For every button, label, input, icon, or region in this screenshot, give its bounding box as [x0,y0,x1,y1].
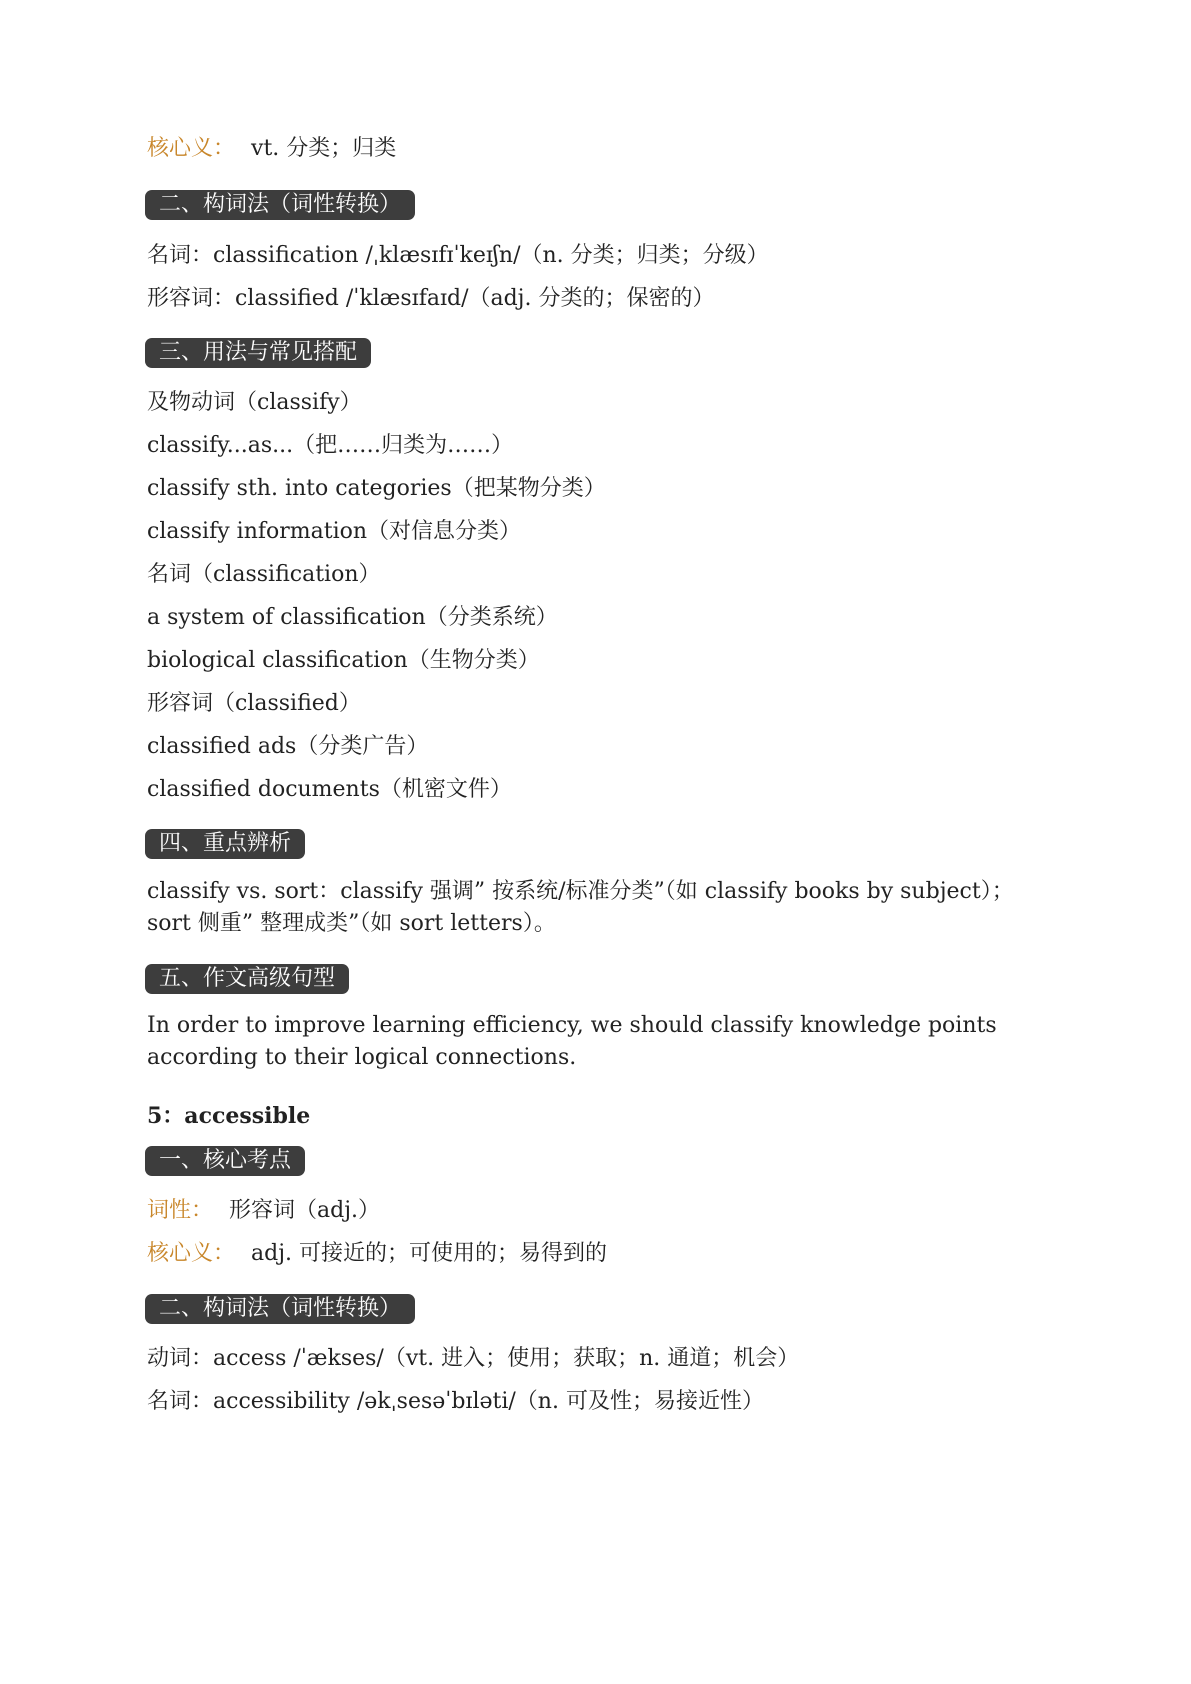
core-meaning-line [147,1240,607,1268]
usage-item: 形容词（classified） [147,691,361,716]
part-of-speech-label: 词性： [147,1198,214,1223]
usage-item: classify sth. into categories（把某物分类） [147,476,606,501]
section-core-points: 一、核心考点 [145,1146,305,1176]
usage-item: classified documents（机密文件） [147,777,512,802]
distinction-text: classify vs. sort：classify 强调” 按系统/标准分类”（如 classify books by subject）；sort 侧重” 整理成类”（如 sort letters）。 [147,879,1014,936]
word-formation-item: 名词：accessibility /əkˌsesəˈbɪləti/（n. 可及性；易接近性） [147,1389,764,1414]
usage-item: classify information（对信息分类） [147,519,522,544]
core-meaning-label: 核心义： [147,136,236,161]
usage-item: biological classification（生物分类） [147,648,540,673]
section-word-formation: 二、构词法（词性转换） [145,1294,415,1324]
word-formation-item: 名词：classification /ˌklæsɪfɪˈkeɪʃn/（n. 分类；归类；分级） [147,243,769,268]
word-formation-item: 动词：access /ˈækses/（vt. 进入；使用；获取；n. 通道；机会） [147,1346,800,1371]
entry-heading: 5：accessible [147,1103,311,1129]
section-essay-sentence: 五、作文高级句型 [145,964,349,994]
word-formation-item: 形容词：classified /ˈklæsɪfaɪd/（adj. 分类的；保密的） [147,286,715,311]
section-word-formation: 二、构词法（词性转换） [145,190,415,220]
essay-sentence-text: In order to improve learning efficiency, we should classify knowledge points according to their logical connections. [147,1013,997,1070]
section-usage: 三、用法与常见搭配 [145,338,371,368]
core-meaning-label: 核心义： [147,1241,236,1266]
usage-item: classify...as...（把……归类为……） [147,433,514,458]
core-meaning-line [147,135,396,163]
part-of-speech-line [147,1197,380,1225]
usage-item: 及物动词（classify） [147,390,362,415]
core-meaning-value: vt. 分类；归类 [251,136,397,161]
usage-item: a system of classification（分类系统） [147,605,558,630]
core-meaning-value: adj. 可接近的；可使用的；易得到的 [251,1241,608,1266]
part-of-speech-value: 形容词（adj.） [229,1198,381,1223]
usage-item: 名词（classification） [147,562,381,587]
section-distinction: 四、重点辨析 [145,829,305,859]
usage-item: classified ads（分类广告） [147,734,429,759]
